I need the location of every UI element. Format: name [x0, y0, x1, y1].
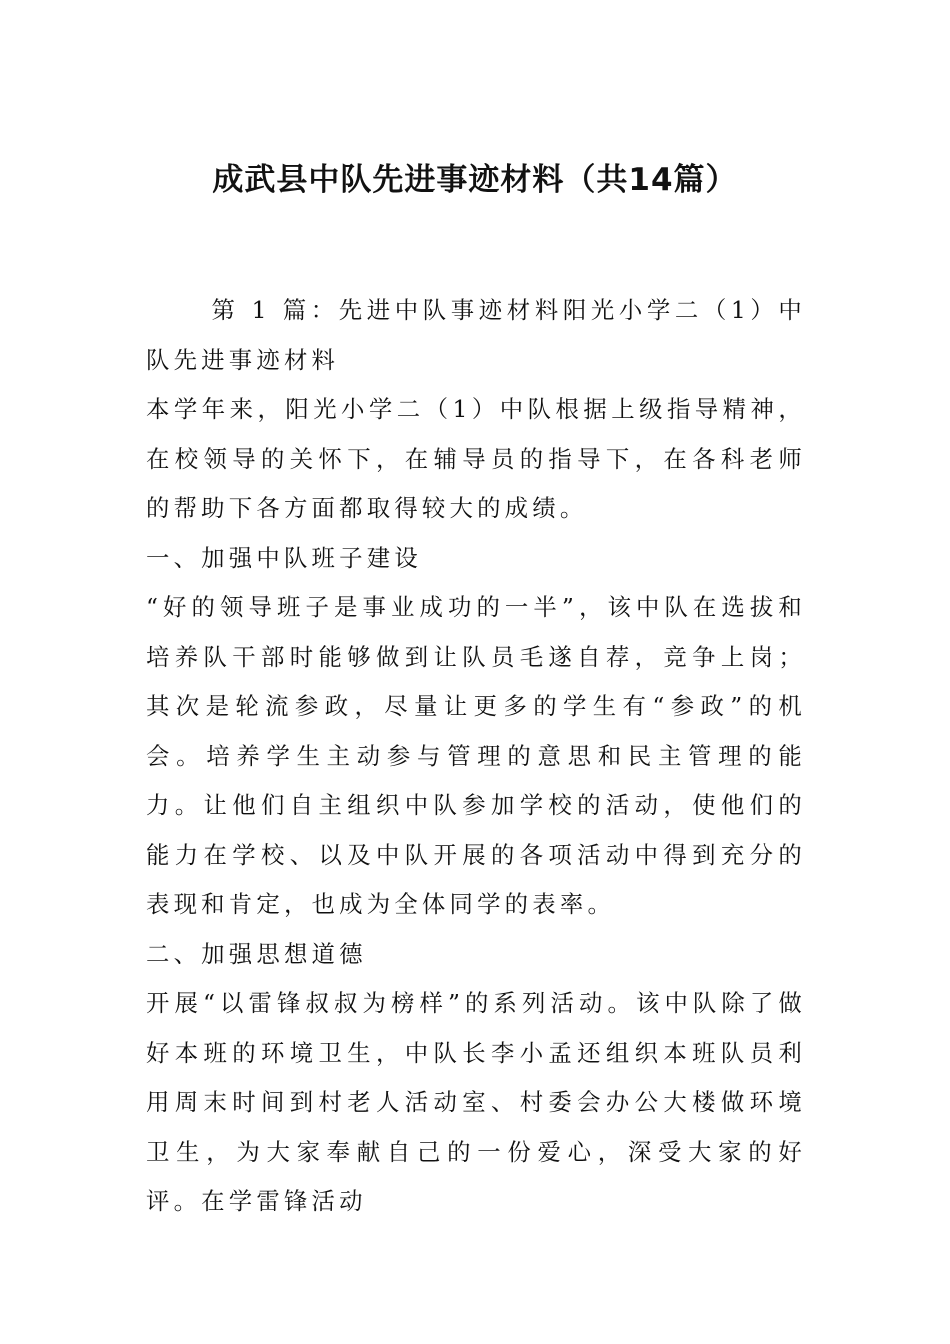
paragraph-intro: 本学年来，阳光小学二（1）中队根据上级指导精神，在校领导的关怀下，在辅导员的指导下，在各科老师的帮助下各方面都取得较大的成绩。 [146, 395, 806, 522]
paragraph-section-1: “好的领导班子是事业成功的一半”，该中队在选拔和培养队干部时能够做到让队员毛遂自荐，竞争上岗；其次是轮流参政，尽量让更多的学生有“参政”的机会。培养学生主动参与管理的意思和民主管理的能力。让他们自主组织中队参加学校的活动，使他们的能力在学校、以及中队开展的各项活动中得到充分的表现和肯定，也成为全体同学的表率。 [146, 593, 806, 918]
paragraph-section-2: 开展“以雷锋叔叔为榜样”的系列活动。该中队除了做好本班的环境卫生，中队长李小孟还组织本班队员利用周末时间到村老人活动室、村委会办公大楼做环境卫生，为大家奉献自己的一份爱心，深受大家的好评。在学雷锋活动 [146, 989, 806, 1215]
paragraph-chapter-heading: 第 1 篇：先进中队事迹材料阳光小学二（1）中队先进事迹材料 [146, 296, 806, 374]
document-body [146, 286, 806, 1227]
document-title: 成武县中队先进事迹材料（共14篇） [212, 162, 738, 198]
section-heading-2: 二、加强思想道德 [146, 939, 367, 968]
section-heading-1: 一、加强中队班子建设 [146, 543, 422, 572]
